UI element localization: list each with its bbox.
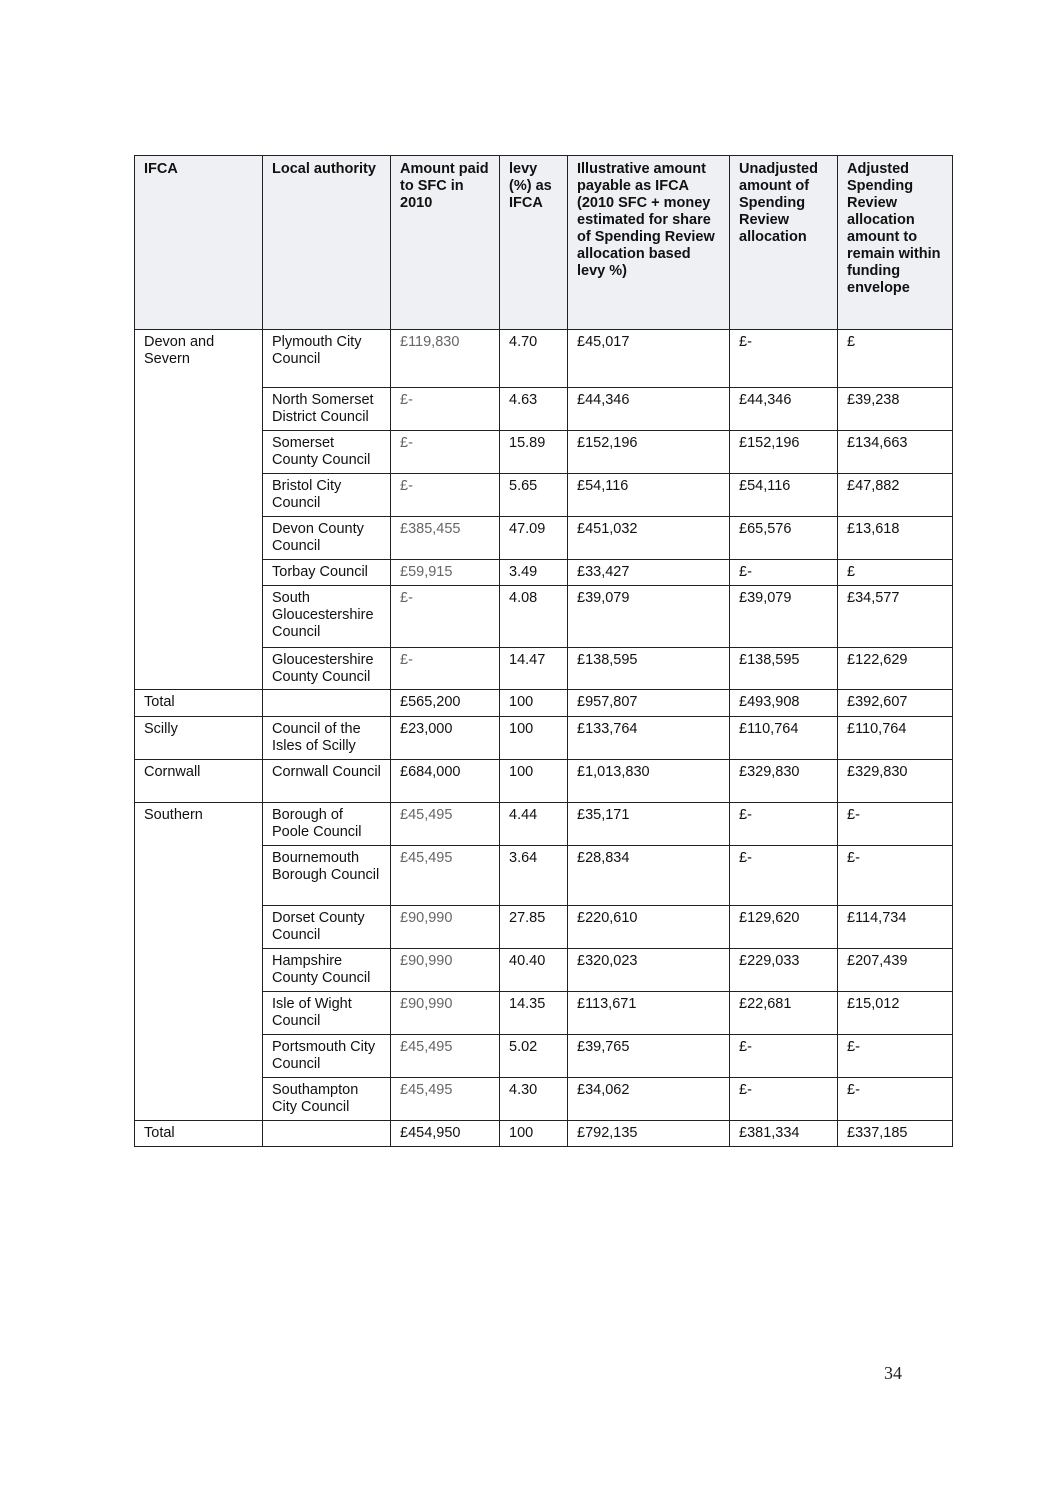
adjusted-allocation-cell: £ bbox=[838, 560, 953, 586]
local-authority-cell: Cornwall Council bbox=[263, 760, 391, 803]
illustrative-amount-cell: £133,764 bbox=[568, 717, 730, 760]
amount-paid-cell: £45,495 bbox=[391, 846, 500, 906]
illustrative-amount-cell: £39,765 bbox=[568, 1035, 730, 1078]
levy-cell: 27.85 bbox=[500, 906, 568, 949]
total-empty-cell bbox=[263, 1121, 391, 1147]
local-authority-cell: Isle of Wight Council bbox=[263, 992, 391, 1035]
illustrative-amount-cell: £152,196 bbox=[568, 431, 730, 474]
local-authority-cell: Plymouth City Council bbox=[263, 330, 391, 388]
levy-cell: 47.09 bbox=[500, 517, 568, 560]
local-authority-cell: Council of the Isles of Scilly bbox=[263, 717, 391, 760]
total-label: Total bbox=[135, 1121, 263, 1147]
levy-cell: 4.63 bbox=[500, 388, 568, 431]
amount-paid-cell: £59,915 bbox=[391, 560, 500, 586]
local-authority-cell: Somerset County Council bbox=[263, 431, 391, 474]
total-row bbox=[135, 690, 953, 717]
local-authority-cell: Bournemouth Borough Council bbox=[263, 846, 391, 906]
levy-cell: 4.30 bbox=[500, 1078, 568, 1121]
levy-cell: 100 bbox=[500, 760, 568, 803]
local-authority-cell: Torbay Council bbox=[263, 560, 391, 586]
amount-paid-cell: £119,830 bbox=[391, 330, 500, 388]
adjusted-allocation-cell: £39,238 bbox=[838, 388, 953, 431]
table-row bbox=[135, 803, 953, 846]
total-adjusted-allocation: £337,185 bbox=[838, 1121, 953, 1147]
levy-cell: 14.35 bbox=[500, 992, 568, 1035]
local-authority-cell: North Somerset District Council bbox=[263, 388, 391, 431]
table-row bbox=[135, 330, 953, 388]
levy-cell: 5.65 bbox=[500, 474, 568, 517]
unadjusted-amount-cell: £329,830 bbox=[730, 760, 838, 803]
adjusted-allocation-cell: £122,629 bbox=[838, 648, 953, 690]
amount-paid-cell: £684,000 bbox=[391, 760, 500, 803]
total-levy: 100 bbox=[500, 690, 568, 717]
adjusted-allocation-cell: £- bbox=[838, 803, 953, 846]
illustrative-amount-cell: £44,346 bbox=[568, 388, 730, 431]
amount-paid-cell: £385,455 bbox=[391, 517, 500, 560]
ifca-name: Cornwall bbox=[135, 760, 263, 803]
total-row bbox=[135, 1121, 953, 1147]
adjusted-allocation-cell: £- bbox=[838, 1035, 953, 1078]
adjusted-allocation-cell: £47,882 bbox=[838, 474, 953, 517]
header-levy-percent: levy (%) as IFCA bbox=[500, 156, 568, 330]
total-empty-cell bbox=[263, 690, 391, 717]
adjusted-allocation-cell: £134,663 bbox=[838, 431, 953, 474]
unadjusted-amount-cell: £- bbox=[730, 803, 838, 846]
levy-cell: 14.47 bbox=[500, 648, 568, 690]
header-local-authority: Local authority bbox=[263, 156, 391, 330]
illustrative-amount-cell: £451,032 bbox=[568, 517, 730, 560]
illustrative-amount-cell: £320,023 bbox=[568, 949, 730, 992]
unadjusted-amount-cell: £- bbox=[730, 1078, 838, 1121]
adjusted-allocation-cell: £329,830 bbox=[838, 760, 953, 803]
local-authority-cell: Hampshire County Council bbox=[263, 949, 391, 992]
ifca-name: Devon and Severn bbox=[135, 330, 263, 690]
amount-paid-cell: £- bbox=[391, 586, 500, 648]
local-authority-cell: Gloucestershire County Council bbox=[263, 648, 391, 690]
adjusted-allocation-cell: £ bbox=[838, 330, 953, 388]
total-levy: 100 bbox=[500, 1121, 568, 1147]
levy-cell: 4.70 bbox=[500, 330, 568, 388]
total-amount-paid: £454,950 bbox=[391, 1121, 500, 1147]
total-unadjusted-amount: £381,334 bbox=[730, 1121, 838, 1147]
adjusted-allocation-cell: £15,012 bbox=[838, 992, 953, 1035]
total-label: Total bbox=[135, 690, 263, 717]
illustrative-amount-cell: £33,427 bbox=[568, 560, 730, 586]
unadjusted-amount-cell: £39,079 bbox=[730, 586, 838, 648]
total-adjusted-allocation: £392,607 bbox=[838, 690, 953, 717]
adjusted-allocation-cell: £13,618 bbox=[838, 517, 953, 560]
ifca-funding-table bbox=[134, 155, 953, 1147]
header-unadjusted-amount: Unadjusted amount of Spending Review allocation bbox=[730, 156, 838, 330]
adjusted-allocation-cell: £207,439 bbox=[838, 949, 953, 992]
amount-paid-cell: £- bbox=[391, 388, 500, 431]
illustrative-amount-cell: £54,116 bbox=[568, 474, 730, 517]
unadjusted-amount-cell: £129,620 bbox=[730, 906, 838, 949]
amount-paid-cell: £- bbox=[391, 431, 500, 474]
levy-cell: 40.40 bbox=[500, 949, 568, 992]
levy-cell: 3.64 bbox=[500, 846, 568, 906]
unadjusted-amount-cell: £22,681 bbox=[730, 992, 838, 1035]
page-number: 34 bbox=[884, 1363, 902, 1383]
amount-paid-cell: £- bbox=[391, 648, 500, 690]
amount-paid-cell: £90,990 bbox=[391, 992, 500, 1035]
local-authority-cell: Bristol City Council bbox=[263, 474, 391, 517]
total-unadjusted-amount: £493,908 bbox=[730, 690, 838, 717]
levy-cell: 15.89 bbox=[500, 431, 568, 474]
levy-cell: 4.44 bbox=[500, 803, 568, 846]
header-amount-paid-sfc: Amount paid to SFC in 2010 bbox=[391, 156, 500, 330]
unadjusted-amount-cell: £- bbox=[730, 330, 838, 388]
illustrative-amount-cell: £138,595 bbox=[568, 648, 730, 690]
amount-paid-cell: £90,990 bbox=[391, 949, 500, 992]
unadjusted-amount-cell: £138,595 bbox=[730, 648, 838, 690]
unadjusted-amount-cell: £- bbox=[730, 1035, 838, 1078]
levy-cell: 3.49 bbox=[500, 560, 568, 586]
illustrative-amount-cell: £220,610 bbox=[568, 906, 730, 949]
local-authority-cell: Dorset County Council bbox=[263, 906, 391, 949]
unadjusted-amount-cell: £- bbox=[730, 560, 838, 586]
ifca-name: Southern bbox=[135, 803, 263, 1121]
illustrative-amount-cell: £28,834 bbox=[568, 846, 730, 906]
adjusted-allocation-cell: £34,577 bbox=[838, 586, 953, 648]
adjusted-allocation-cell: £- bbox=[838, 1078, 953, 1121]
illustrative-amount-cell: £39,079 bbox=[568, 586, 730, 648]
local-authority-cell: Devon County Council bbox=[263, 517, 391, 560]
header-adjusted-allocation: Adjusted Spending Review allocation amount to remain within funding envelope bbox=[838, 156, 953, 330]
table-header-row bbox=[135, 156, 953, 330]
table-row bbox=[135, 717, 953, 760]
unadjusted-amount-cell: £152,196 bbox=[730, 431, 838, 474]
unadjusted-amount-cell: £229,033 bbox=[730, 949, 838, 992]
illustrative-amount-cell: £45,017 bbox=[568, 330, 730, 388]
levy-cell: 4.08 bbox=[500, 586, 568, 648]
levy-cell: 5.02 bbox=[500, 1035, 568, 1078]
local-authority-cell: Southampton City Council bbox=[263, 1078, 391, 1121]
unadjusted-amount-cell: £54,116 bbox=[730, 474, 838, 517]
header-ifca: IFCA bbox=[135, 156, 263, 330]
ifca-name: Scilly bbox=[135, 717, 263, 760]
total-illustrative-amount: £957,807 bbox=[568, 690, 730, 717]
total-amount-paid: £565,200 bbox=[391, 690, 500, 717]
table-row bbox=[135, 760, 953, 803]
amount-paid-cell: £45,495 bbox=[391, 803, 500, 846]
amount-paid-cell: £45,495 bbox=[391, 1078, 500, 1121]
total-illustrative-amount: £792,135 bbox=[568, 1121, 730, 1147]
header-illustrative-amount: Illustrative amount payable as IFCA (2010 SFC + money estimated for share of Spending Review allocation based levy %) bbox=[568, 156, 730, 330]
local-authority-cell: Portsmouth City Council bbox=[263, 1035, 391, 1078]
unadjusted-amount-cell: £65,576 bbox=[730, 517, 838, 560]
illustrative-amount-cell: £1,013,830 bbox=[568, 760, 730, 803]
amount-paid-cell: £- bbox=[391, 474, 500, 517]
unadjusted-amount-cell: £- bbox=[730, 846, 838, 906]
unadjusted-amount-cell: £44,346 bbox=[730, 388, 838, 431]
adjusted-allocation-cell: £- bbox=[838, 846, 953, 906]
illustrative-amount-cell: £34,062 bbox=[568, 1078, 730, 1121]
unadjusted-amount-cell: £110,764 bbox=[730, 717, 838, 760]
amount-paid-cell: £90,990 bbox=[391, 906, 500, 949]
local-authority-cell: Borough of Poole Council bbox=[263, 803, 391, 846]
amount-paid-cell: £23,000 bbox=[391, 717, 500, 760]
illustrative-amount-cell: £35,171 bbox=[568, 803, 730, 846]
adjusted-allocation-cell: £114,734 bbox=[838, 906, 953, 949]
local-authority-cell: South Gloucestershire Council bbox=[263, 586, 391, 648]
adjusted-allocation-cell: £110,764 bbox=[838, 717, 953, 760]
levy-cell: 100 bbox=[500, 717, 568, 760]
amount-paid-cell: £45,495 bbox=[391, 1035, 500, 1078]
illustrative-amount-cell: £113,671 bbox=[568, 992, 730, 1035]
